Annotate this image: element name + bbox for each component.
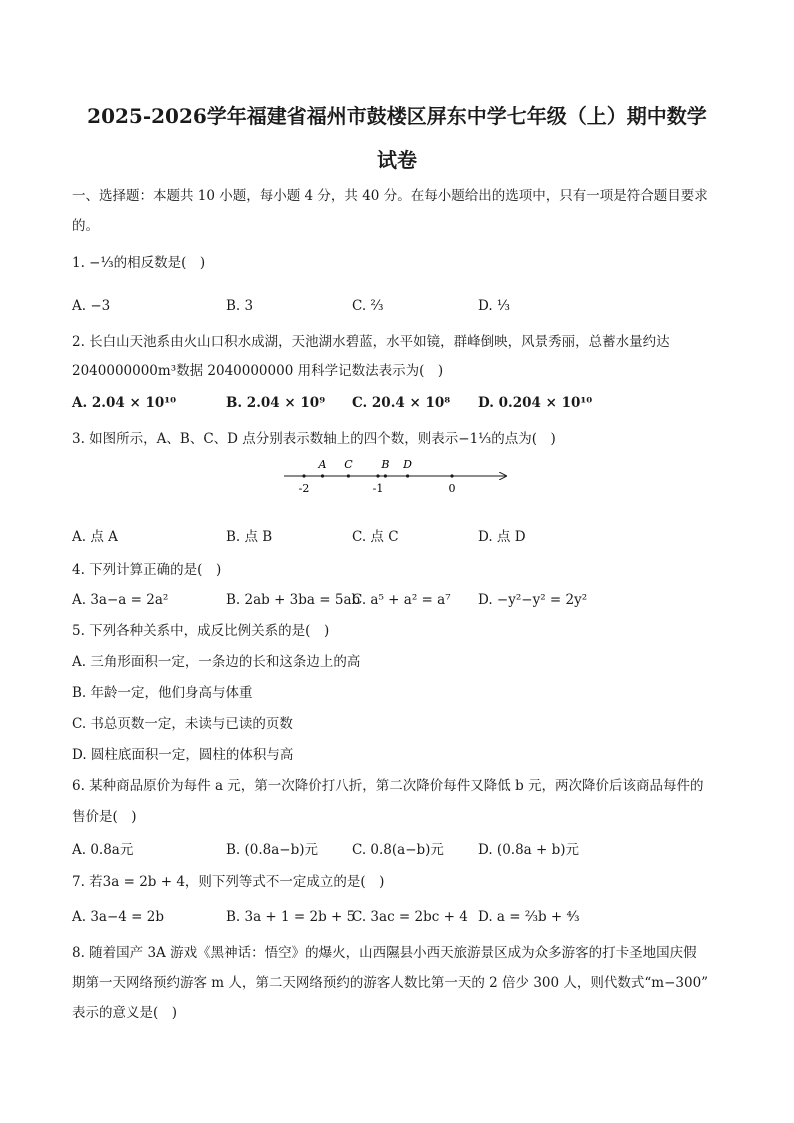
number-line-tick xyxy=(302,474,305,477)
exam-title-line1: 2025-2026学年福建省福州市鼓楼区屏东中学七年级（上）期中数学 xyxy=(87,104,707,128)
question-5-option-d: D. 圆柱底面积一定，圆柱的体积与高 xyxy=(72,747,294,763)
number-line-tick-label: 0 xyxy=(448,482,456,495)
question-7-option-b: B. 3a + 1 = 2b + 5 xyxy=(226,909,356,925)
question-1-stem: 1. −⅓的相反数是( ) xyxy=(72,255,206,271)
number-line-point-label: C xyxy=(344,458,353,471)
question-4-option-a: A. 3a−a = 2a² xyxy=(72,592,169,608)
question-4-option-c: C. a⁵ + a² = a⁷ xyxy=(352,592,451,608)
question-2-option-c: C. 20.4 × 10⁸ xyxy=(352,395,451,411)
number-line-tick xyxy=(376,474,379,477)
number-line-point-label: B xyxy=(381,458,390,471)
question-5-option-a: A. 三角形面积一定，一条边的长和这条边上的高 xyxy=(72,654,361,670)
question-2-option-b: B. 2.04 × 10⁹ xyxy=(226,395,326,411)
exam-title-line2: 试卷 xyxy=(377,148,417,172)
question-6-option-b: B. (0.8a−b)元 xyxy=(226,842,319,858)
question-6-stem-line1: 6. 某种商品原价为每件 a 元，第一次降价打八折，第二次降价每件又降低 b 元，两次降价后该商品每件的 xyxy=(72,778,704,794)
question-5-stem: 5. 下列各种关系中，成反比例关系的是( ) xyxy=(72,623,330,639)
question-2-option-d: D. 0.204 × 10¹⁰ xyxy=(478,395,593,411)
question-8-stem-line2: 期第一天网络预约游客 m 人，第二天网络预约的游客人数比第一天的 2 倍少 300 人，则代数式“m−300” xyxy=(72,975,709,991)
question-2-option-a: A. 2.04 × 10¹⁰ xyxy=(72,395,177,411)
question-7-option-c: C. 3ac = 2bc + 4 xyxy=(352,909,468,925)
question-6-stem-line2: 售价是( ) xyxy=(72,809,137,825)
question-7-option-d: D. a = ⅔b + ⁴⁄₃ xyxy=(478,909,580,925)
question-3-stem: 3. 如图所示，A、B、C、D 点分别表示数轴上的四个数，则表示−1⅓的点为( ) xyxy=(72,431,556,447)
question-3-option-d: D. 点 D xyxy=(478,529,526,545)
question-7-option-a: A. 3a−4 = 2b xyxy=(72,909,164,925)
question-3-option-b: B. 点 B xyxy=(226,529,273,545)
section-instructions-line2: 的。 xyxy=(72,218,99,234)
question-1-option-d: D. ⅓ xyxy=(478,298,511,314)
question-1-option-c: C. ⅔ xyxy=(352,298,384,314)
number-line-point xyxy=(384,474,387,477)
question-2-stem-line2: 2040000000m³数据 2040000000 用科学记数法表示为( ) xyxy=(72,363,444,379)
number-line-point-label: D xyxy=(403,458,413,471)
question-5-option-c: C. 书总页数一定，未读与已读的页数 xyxy=(72,716,293,732)
question-3-option-c: C. 点 C xyxy=(352,529,399,545)
question-4-option-b: B. 2ab + 3ba = 5ab xyxy=(226,592,361,608)
number-line-point xyxy=(347,474,350,477)
question-6-option-c: C. 0.8(a−b)元 xyxy=(352,842,444,858)
question-1-option-b: B. 3 xyxy=(226,298,254,314)
question-2-stem-line1: 2. 长白山天池系由火山口积水成湖，天池湖水碧蓝，水平如镜，群峰倒映，风景秀丽，总蓄水量约达 xyxy=(72,334,670,350)
section-instructions-line1: 一、选择题：本题共 10 小题，每小题 4 分，共 40 分。在每小题给出的选项中，只有一项是符合题目要求 xyxy=(72,188,708,204)
question-6-option-a: A. 0.8a元 xyxy=(72,842,134,858)
question-6-option-d: D. (0.8a + b)元 xyxy=(478,842,580,858)
question-1-option-a: A. −3 xyxy=(72,298,111,314)
question-3-option-a: A. 点 A xyxy=(72,529,118,545)
question-4-stem: 4. 下列计算正确的是( ) xyxy=(72,562,222,578)
number-line-point xyxy=(406,474,409,477)
number-line-point xyxy=(321,474,324,477)
number-line-tick xyxy=(450,474,453,477)
number-line-tick-label: -1 xyxy=(372,482,384,495)
question-8-stem-line3: 表示的意义是( ) xyxy=(72,1005,178,1021)
question-8-stem-line1: 8. 随着国产 3A 游戏《黑神话：悟空》的爆火，山西隰县小西天旅游景区成为众多游客的打卡圣地国庆假 xyxy=(72,945,697,961)
number-line-figure xyxy=(280,454,512,500)
question-7-stem: 7. 若3a = 2b + 4，则下列等式不一定成立的是( ) xyxy=(72,874,385,890)
number-line-tick-label: -2 xyxy=(298,482,310,495)
question-4-option-d: D. −y²−y² = 2y² xyxy=(478,592,588,608)
question-5-option-b: B. 年龄一定，他们身高与体重 xyxy=(72,685,253,701)
number-line-point-label: A xyxy=(318,458,327,471)
